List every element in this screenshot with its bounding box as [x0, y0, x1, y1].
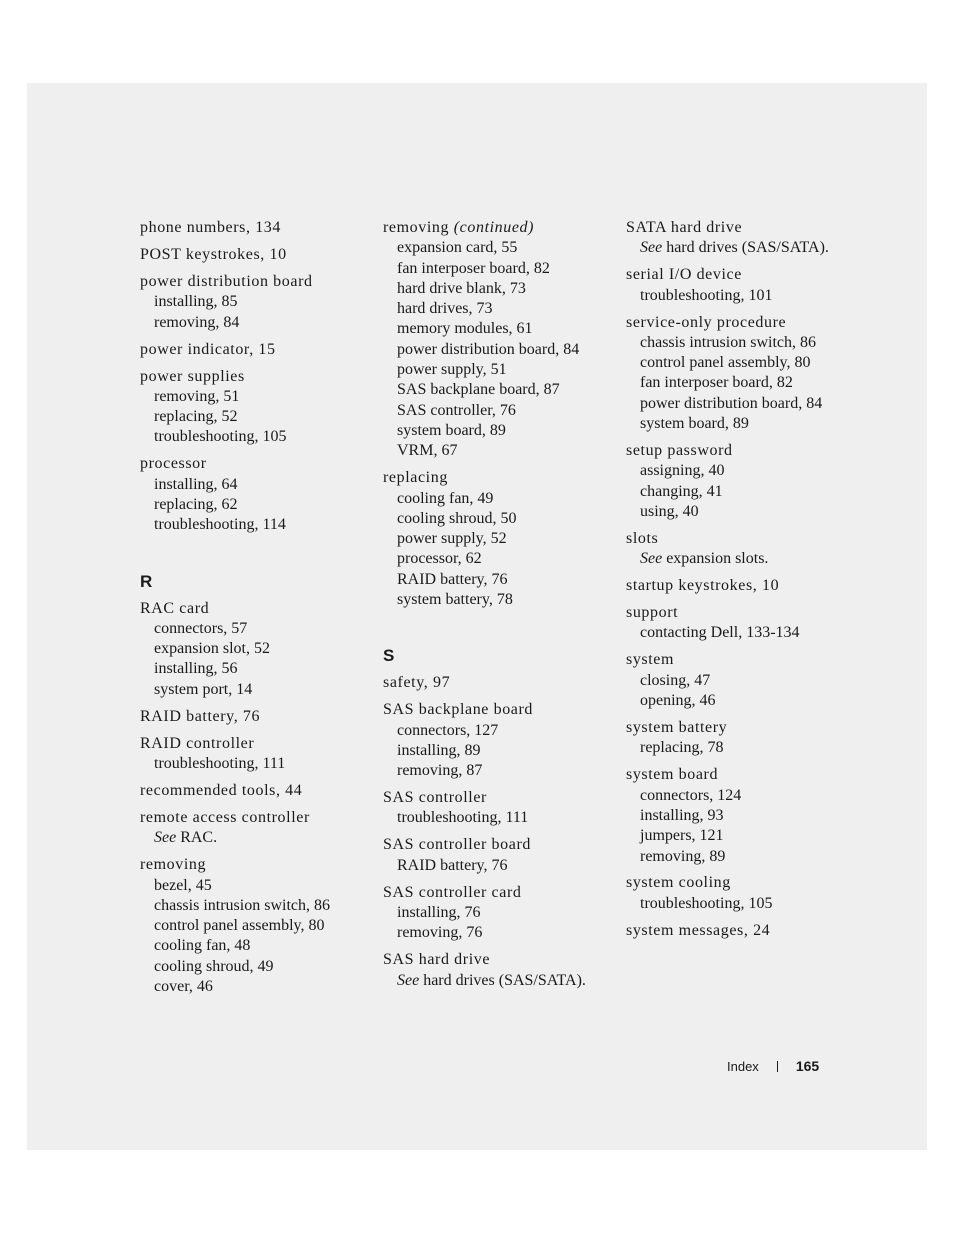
index-subentry: control panel assembly, 80	[154, 917, 325, 935]
index-subentry: troubleshooting, 111	[154, 755, 286, 773]
see-reference	[140, 828, 365, 848]
index-term-text: SAS hard drive	[383, 951, 491, 969]
index-subentry: cover, 46	[154, 978, 213, 996]
index-term-text: SAS controller	[383, 789, 487, 807]
index-term	[626, 441, 866, 461]
index-term	[140, 340, 365, 360]
index-term-text: POST keystrokes, 10	[140, 245, 287, 263]
index-subentry: expansion slot, 52	[154, 640, 270, 658]
index-entry	[140, 707, 365, 727]
index-term-text: RAID controller	[140, 734, 255, 752]
index-term-text: recommended tools, 44	[140, 782, 303, 800]
index-subentry: power supply, 52	[397, 530, 507, 548]
index-entry	[383, 468, 613, 610]
index-entry	[140, 367, 365, 448]
index-subentry: fan interposer board, 82	[397, 259, 550, 277]
index-term-text: processor	[140, 455, 207, 473]
index-term-text: slots	[626, 529, 659, 547]
index-term	[140, 272, 365, 292]
index-subentry: troubleshooting, 111	[397, 809, 529, 827]
index-term	[626, 650, 866, 670]
index-term	[383, 673, 613, 693]
index-term	[383, 835, 613, 855]
index-term-text: system	[626, 651, 675, 669]
index-term-text: serial I/O device	[626, 266, 742, 284]
index-subentry: bezel, 45	[154, 876, 212, 894]
index-term-text: replacing	[383, 469, 448, 487]
index-term-text: system messages, 24	[626, 921, 771, 939]
see-target: hard drives (SAS/SATA).	[419, 971, 586, 989]
index-entry	[140, 734, 365, 775]
index-subentry: removing, 51	[154, 387, 240, 405]
index-subentry: replacing, 52	[154, 408, 238, 426]
index-subentry: chassis intrusion switch, 86	[640, 333, 816, 351]
index-term	[626, 218, 866, 238]
index-term-text: setup password	[626, 442, 733, 460]
index-subentry: troubleshooting, 114	[154, 516, 286, 534]
index-term	[140, 245, 365, 265]
index-subentry: processor, 62	[397, 550, 482, 568]
index-subentry: troubleshooting, 105	[154, 428, 287, 446]
index-term	[626, 576, 866, 596]
index-subentry: installing, 93	[640, 806, 724, 824]
index-term	[626, 529, 866, 549]
index-entry	[140, 781, 365, 801]
index-subentry: power distribution board, 84	[397, 340, 580, 358]
index-term-text: safety, 97	[383, 674, 451, 692]
index-entry	[383, 950, 613, 991]
index-entry	[383, 788, 613, 829]
index-subentry: closing, 47	[640, 671, 711, 689]
index-page	[27, 83, 927, 1150]
index-term-text: system cooling	[626, 874, 731, 892]
index-subentry: opening, 46	[640, 692, 716, 710]
see-word: See	[154, 829, 177, 847]
index-subentry: SAS controller, 76	[397, 401, 516, 419]
index-subentry: cooling shroud, 50	[397, 509, 517, 527]
index-entry	[383, 835, 613, 876]
index-term-text: power supplies	[140, 367, 245, 385]
see-word: See	[397, 971, 420, 989]
index-entry	[140, 454, 365, 535]
index-term	[140, 707, 365, 727]
index-entry	[626, 576, 866, 596]
index-term	[140, 599, 365, 619]
index-subentry: hard drives, 73	[397, 300, 493, 318]
index-term-text: power distribution board	[140, 272, 313, 290]
index-subentry: using, 40	[640, 502, 699, 520]
index-subentry: expansion card, 55	[397, 239, 518, 257]
index-column-1	[140, 218, 365, 1004]
index-term	[626, 765, 866, 785]
index-term	[383, 788, 613, 808]
index-entry	[626, 218, 866, 259]
index-subentry: removing, 89	[640, 847, 726, 865]
index-subentry: hard drive blank, 73	[397, 279, 526, 297]
index-entry	[626, 873, 866, 914]
index-subentry: system board, 89	[397, 421, 506, 439]
index-subentry: memory modules, 61	[397, 320, 533, 338]
index-term-text: SAS controller board	[383, 836, 531, 854]
index-subentry: replacing, 62	[154, 496, 238, 513]
index-subentry: RAID battery, 76	[397, 856, 508, 874]
index-term-text: system board	[626, 766, 719, 784]
section-heading-r: R	[140, 571, 153, 591]
index-entry	[626, 529, 866, 570]
index-term	[383, 218, 613, 238]
index-term	[140, 218, 365, 238]
index-subentry: control panel assembly, 80	[640, 354, 811, 372]
index-subentry: cooling fan, 49	[397, 489, 494, 507]
index-term	[140, 734, 365, 754]
continued-note: (continued)	[453, 219, 535, 236]
index-subentry: connectors, 57	[154, 619, 248, 637]
index-term-text: removing	[140, 856, 207, 874]
index-term	[626, 718, 866, 738]
index-term-text: startup keystrokes, 10	[626, 577, 780, 595]
index-term	[626, 873, 866, 893]
index-entry	[140, 599, 365, 700]
index-term-text: service-only procedure	[626, 313, 787, 331]
index-subentry: power distribution board, 84	[640, 394, 823, 412]
index-entry	[383, 700, 613, 781]
index-subentry: system port, 14	[154, 680, 253, 698]
see-target: RAC.	[176, 829, 218, 847]
index-subentry: contacting Dell, 133-134	[640, 624, 800, 642]
index-entry	[383, 673, 613, 693]
index-entry	[140, 272, 365, 333]
page-number: 165	[795, 1058, 820, 1074]
index-entry	[140, 855, 365, 997]
index-term-text: phone numbers, 134	[140, 219, 282, 236]
index-entry	[140, 218, 365, 238]
see-reference	[383, 971, 613, 991]
index-subentry: chassis intrusion switch, 86	[154, 896, 330, 914]
see-reference	[626, 238, 866, 258]
index-term-text: support	[626, 604, 679, 622]
index-entry	[140, 808, 365, 849]
see-target: hard drives (SAS/SATA).	[662, 239, 829, 257]
index-term	[140, 367, 365, 387]
index-subentry: connectors, 127	[397, 721, 499, 739]
index-subentry: system board, 89	[640, 415, 749, 433]
index-subentry: jumpers, 121	[640, 827, 724, 845]
index-entry	[140, 245, 365, 265]
index-term-text: remote access controller	[140, 809, 310, 827]
index-subentry: system battery, 78	[397, 591, 513, 609]
index-subentry: cooling shroud, 49	[154, 957, 274, 975]
index-subentry: installing, 56	[154, 660, 238, 678]
index-entry	[626, 718, 866, 759]
index-term-text: SAS backplane board	[383, 701, 534, 719]
see-word: See	[640, 239, 663, 257]
index-subentry: RAID battery, 76	[397, 570, 508, 588]
index-subentry: fan interposer board, 82	[640, 374, 793, 392]
index-subentry: SAS backplane board, 87	[397, 381, 560, 399]
footer-section-label: Index	[727, 1059, 759, 1074]
index-entry	[626, 313, 866, 435]
index-term	[383, 950, 613, 970]
index-term	[383, 700, 613, 720]
index-subentry: changing, 41	[640, 482, 723, 500]
index-subentry: VRM, 67	[397, 442, 458, 460]
index-term	[626, 603, 866, 623]
see-reference	[626, 549, 866, 569]
index-subentry: connectors, 124	[640, 786, 742, 804]
index-subentry: assigning, 40	[640, 462, 725, 480]
index-subentry: removing, 76	[397, 924, 483, 942]
index-term	[140, 781, 365, 801]
index-subentry: troubleshooting, 101	[640, 286, 773, 304]
index-subentry: installing, 64	[154, 475, 238, 493]
index-subentry: troubleshooting, 105	[640, 894, 773, 912]
index-term	[140, 808, 365, 828]
index-term-text: removing	[383, 219, 450, 236]
index-term	[626, 921, 866, 941]
index-term	[140, 855, 365, 875]
index-subentry: cooling fan, 48	[154, 937, 251, 955]
index-entry	[140, 340, 365, 360]
index-entry	[626, 603, 866, 644]
index-subentry: installing, 85	[154, 293, 238, 311]
index-term	[140, 454, 365, 474]
footer-divider	[777, 1061, 778, 1072]
index-column-2	[383, 218, 613, 998]
index-term-text: RAC card	[140, 599, 210, 617]
index-entry	[626, 265, 866, 306]
index-term-text: power indicator, 15	[140, 340, 276, 358]
page-footer	[727, 1058, 819, 1074]
index-entry	[626, 650, 866, 711]
index-entry	[626, 441, 866, 522]
index-subentry: installing, 89	[397, 741, 481, 759]
index-subentry: installing, 76	[397, 904, 481, 922]
index-entry	[626, 921, 866, 941]
index-column-3	[626, 218, 866, 948]
index-term	[626, 313, 866, 333]
index-subentry: power supply, 51	[397, 361, 507, 379]
index-term	[383, 468, 613, 488]
index-term-text: system battery	[626, 719, 728, 737]
index-entry	[626, 765, 866, 866]
index-subentry: removing, 84	[154, 313, 240, 331]
index-term-text: SATA hard drive	[626, 219, 743, 236]
index-term	[626, 265, 866, 285]
index-subentry: removing, 87	[397, 762, 483, 780]
see-target: expansion slots.	[662, 550, 769, 568]
index-term	[383, 883, 613, 903]
index-subentry: replacing, 78	[640, 739, 724, 757]
index-entry	[383, 218, 613, 462]
index-term-text: SAS controller card	[383, 883, 522, 901]
index-term-text: RAID battery, 76	[140, 707, 261, 725]
index-entry	[383, 883, 613, 944]
section-heading-s: S	[383, 646, 395, 666]
see-word: See	[640, 550, 663, 568]
